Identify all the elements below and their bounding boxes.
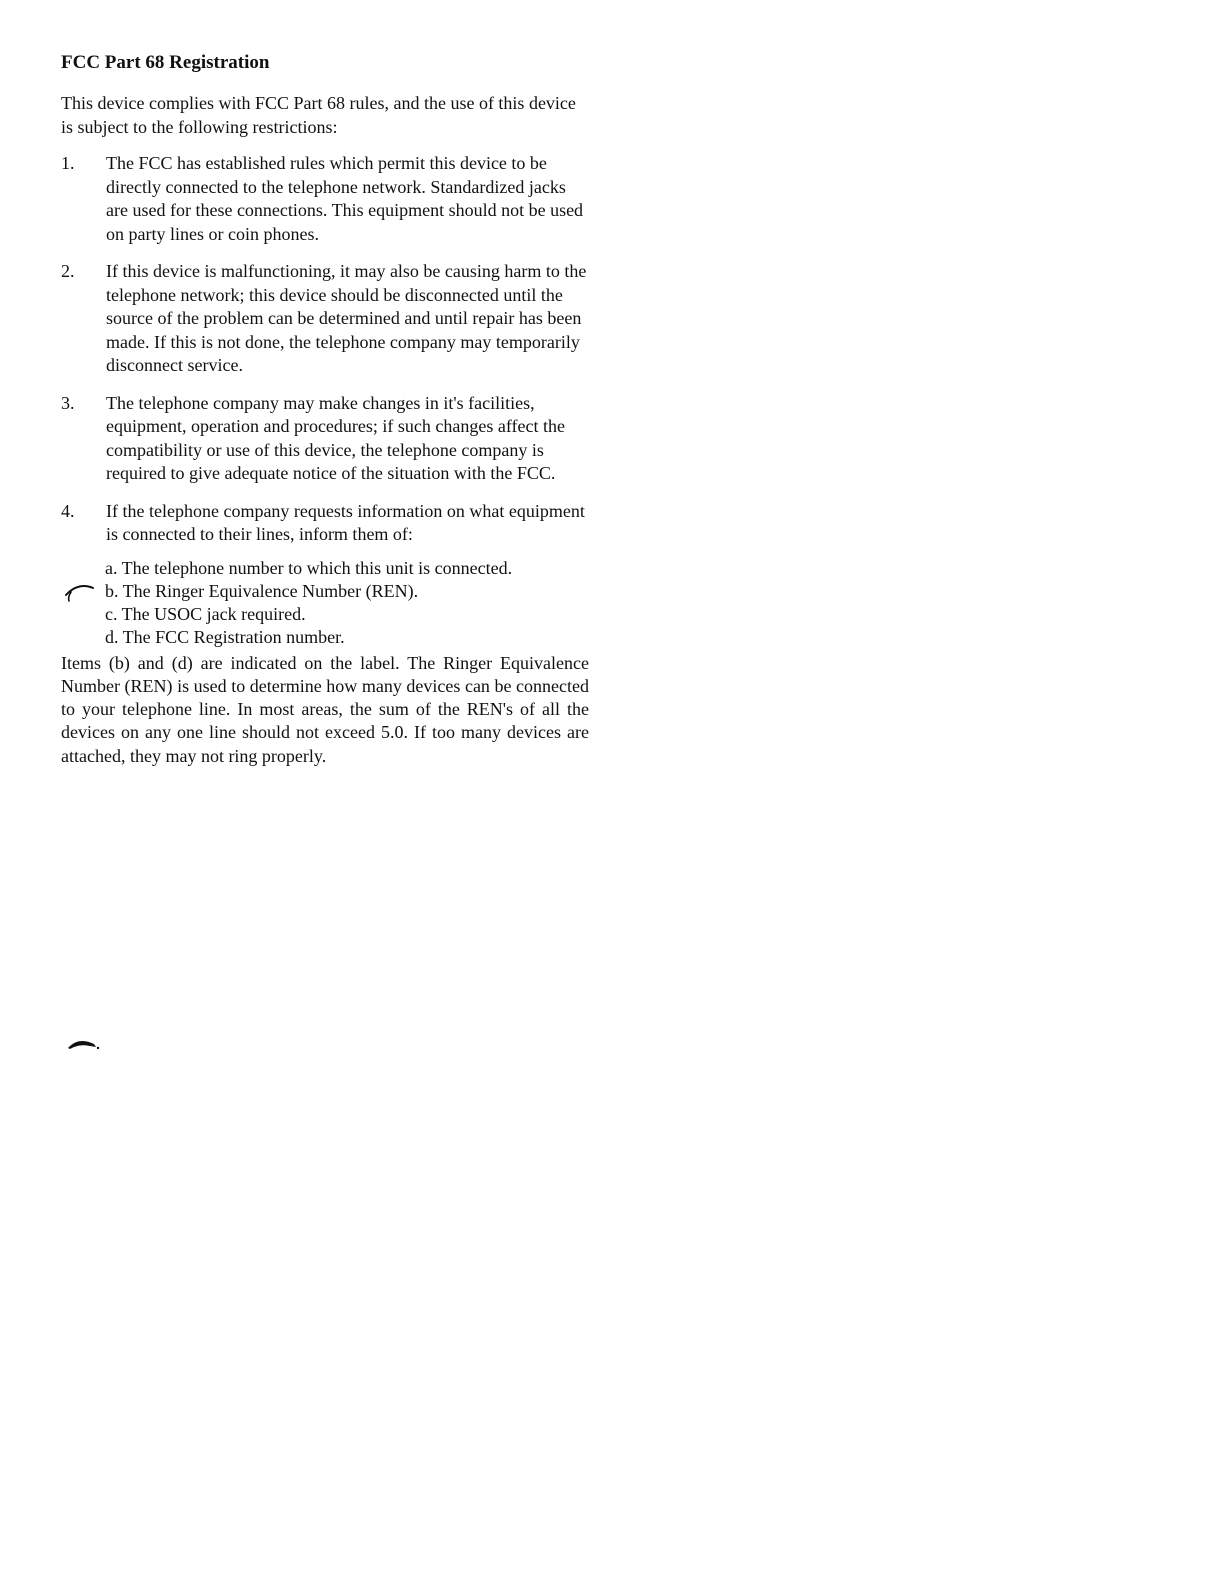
document-page (61, 50, 589, 768)
list-item-text: If the telephone company requests information on what equipment is connected to their lines, inform them of: (106, 500, 585, 544)
list-item-number: 1. (61, 153, 75, 173)
list-item-text: If this device is malfunctioning, it may also be causing harm to the telephone network; this device should be disconnected until the source of the problem can be determined and until repair has been made. If this is not done, the telephone company may temporarily disconnect service. (106, 261, 587, 375)
list-item (61, 392, 589, 486)
page-title: FCC Part 68 Registration (61, 52, 270, 73)
information-sublist (61, 557, 589, 650)
scan-mark-icon (64, 582, 100, 604)
sublist-item: b. The Ringer Equivalence Number (REN). (105, 580, 419, 601)
list-item-text: The FCC has established rules which permit this device to be directly connected to the telephone network. Standardized jacks are used for these connections. This equipment should not be used on party lines or coin phones. (106, 153, 584, 244)
list-item-number: 4. (61, 500, 75, 521)
sublist-item: a. The telephone number to which this unit is connected. (105, 557, 513, 578)
intro-paragraph: This device complies with FCC Part 68 rules, and the use of this device is subject to the following restrictions: (61, 93, 576, 137)
list-item-number: 3. (61, 392, 75, 413)
scan-mark-icon (66, 1034, 102, 1054)
closing-paragraph: Items (b) and (d) are indicated on the label. The Ringer Equivalence Number (REN) is used to determine how many devices can be connected to your telephone line. In most areas, the sum of the REN's of all the devices on any one line should not exceed 5.0. If too many devices are attached, they may not ring properly. (61, 652, 589, 766)
list-item-text: The telephone company may make changes in it's facilities, equipment, operation and procedures; if such changes affect the compatibility or use of this device, the telephone company is required to give adequate notice of the situation with the FCC. (106, 392, 565, 483)
list-item (61, 152, 589, 246)
list-item (61, 260, 589, 378)
list-item (61, 500, 589, 547)
sublist-item: d. The FCC Registration number. (105, 627, 345, 648)
sublist-item: c. The USOC jack required. (105, 604, 306, 625)
restrictions-list (61, 152, 589, 547)
list-item-number: 2. (61, 261, 75, 281)
